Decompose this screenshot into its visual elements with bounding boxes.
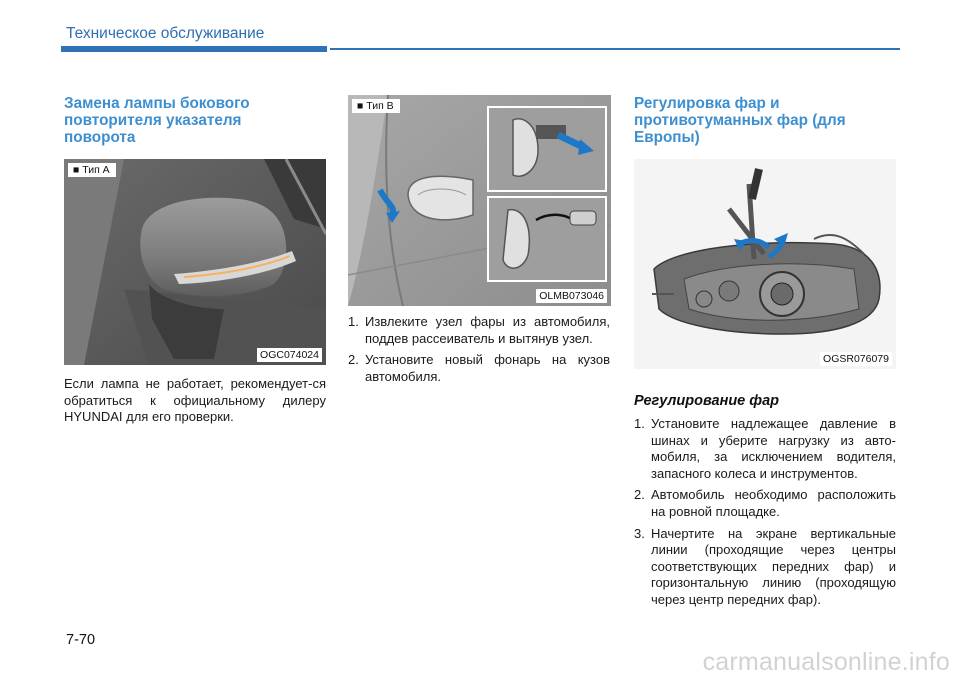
figure-tag: ■ Тип A bbox=[68, 163, 116, 177]
left-paragraph: Если лампа не работает, рекомендует-ся обратиться к официальному дилеру HYUNDAI для его проверки. bbox=[64, 376, 326, 425]
step-number: 1. bbox=[348, 314, 359, 329]
step-text: Установите надлежащее давление в шинах и уберите нагрузку из авто-мобиля, за исключением водителя, запасного колеса и инструментов. bbox=[651, 416, 896, 481]
middle-steps-list bbox=[348, 314, 610, 390]
header-rule-thin bbox=[330, 48, 900, 50]
figure-headlamp bbox=[634, 159, 896, 369]
step-number: 1. bbox=[634, 416, 645, 431]
list-item bbox=[348, 314, 610, 347]
section-header-title: Техническое обслуживание bbox=[66, 25, 265, 42]
page-number: 7-70 bbox=[66, 632, 96, 648]
figure-tag: ■ Тип B bbox=[352, 99, 400, 113]
figure-type-a bbox=[64, 159, 326, 365]
figure-code: OGSR076079 bbox=[820, 352, 892, 366]
list-item bbox=[634, 487, 896, 520]
list-item bbox=[634, 526, 896, 609]
repeater-lamp-illustration bbox=[348, 95, 611, 306]
step-number: 3. bbox=[634, 525, 645, 541]
side-mirror-illustration bbox=[64, 159, 326, 365]
list-item bbox=[348, 352, 610, 385]
left-section-title: Замена лампы бокового повторителя указателя поворота bbox=[64, 95, 250, 146]
right-section-title: Регулировка фар и противотуманных фар (для Европы) bbox=[634, 95, 846, 146]
headlamp-adjustment-illustration bbox=[634, 159, 896, 369]
step-text: Извлеките узел фары из автомобиля, поддев рассеиватель и вытянув узел. bbox=[365, 314, 610, 346]
right-steps-list bbox=[634, 416, 896, 614]
subsection-title: Регулирование фар bbox=[634, 393, 780, 409]
step-text: Установите новый фонарь на кузов автомобиля. bbox=[365, 352, 610, 384]
figure-code: OLMB073046 bbox=[536, 289, 607, 303]
step-text: Начертите на экране вертикальные линии (проходящие через центры соответствующих передних фар) и горизонтальную линию (проходящую через центр передних фар). bbox=[651, 525, 896, 607]
list-item bbox=[634, 416, 896, 482]
figure-type-b bbox=[348, 95, 611, 306]
step-text: Автомобиль необходимо расположить на ровной площадке. bbox=[651, 487, 896, 519]
watermark: carmanualsonline.info bbox=[702, 648, 950, 676]
header-rule-thick bbox=[61, 46, 327, 52]
figure-code: OGC074024 bbox=[257, 348, 322, 362]
step-number: 2. bbox=[348, 352, 359, 368]
step-number: 2. bbox=[634, 487, 645, 503]
